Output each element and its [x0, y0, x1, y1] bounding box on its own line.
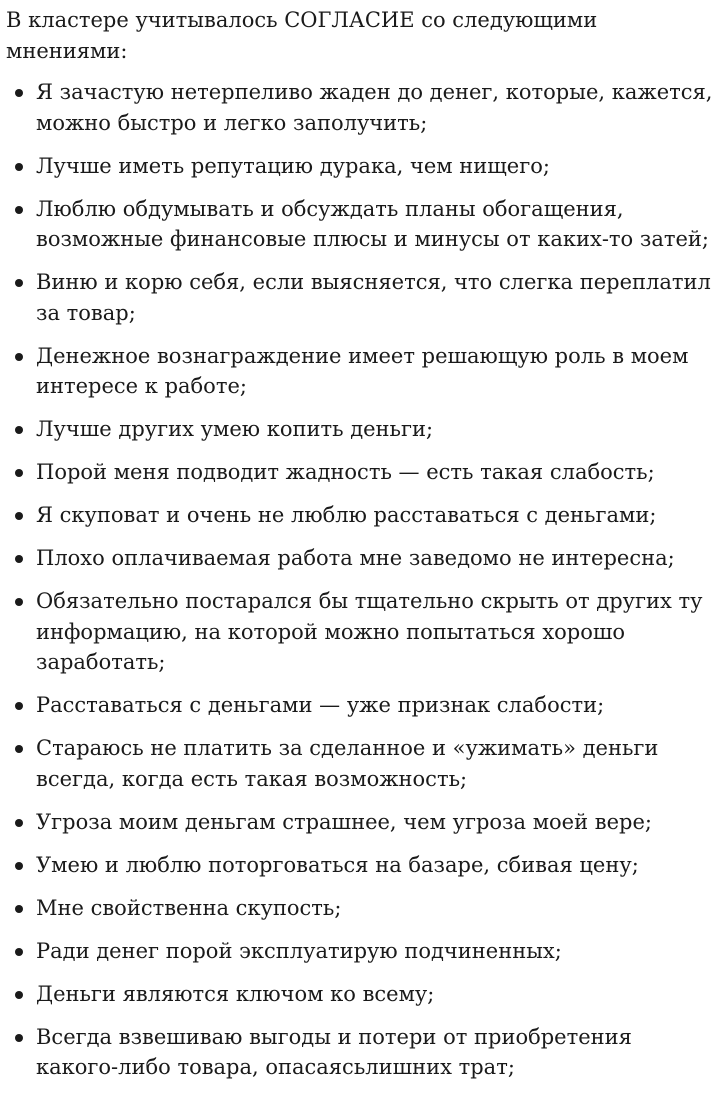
list-item-text: Я зачастую нетерпеливо жаден до денег, которые, кажется, можно быстро и легко заполучить;	[36, 80, 713, 135]
bullet-icon	[15, 555, 23, 563]
list-item	[6, 267, 720, 328]
bullet-icon	[15, 598, 23, 606]
list-item	[6, 500, 720, 531]
list-item-text: Плохо оплачиваемая работа мне заведомо не интересна;	[36, 546, 675, 570]
bullet-icon	[15, 279, 23, 287]
bullet-icon	[15, 745, 23, 753]
list-item	[6, 194, 720, 255]
list-item	[6, 733, 720, 794]
list-item-text: Всегда взвешиваю выгоды и потери от приобретения какого-либо товара, опасаясьлишних трат;	[36, 1024, 632, 1079]
list-item-text: Виню и корю себя, если выясняется, что слегка переплатил за товар;	[36, 270, 711, 325]
bullet-icon	[15, 353, 23, 361]
list-item-text: Обязательно постарался бы тщательно скрыть от других ту информацию, на которой можно попытаться хорошо заработать;	[36, 589, 703, 674]
bullet-icon	[15, 905, 23, 913]
list-item	[6, 893, 720, 924]
list-item	[6, 979, 720, 1010]
bullet-icon	[15, 1034, 23, 1042]
bullet-icon	[15, 991, 23, 999]
list-item-text: Я скуповат и очень не люблю расставаться с деньгами;	[36, 503, 657, 527]
list-item	[6, 414, 720, 445]
bullet-icon	[15, 89, 23, 97]
list-item	[6, 341, 720, 402]
opinion-list	[6, 77, 720, 1083]
list-item	[6, 807, 720, 838]
list-item	[6, 850, 720, 881]
list-item	[6, 1022, 720, 1083]
list-item-text: Ради денег порой эксплуатирую подчиненных;	[36, 938, 562, 963]
bullet-icon	[15, 948, 23, 956]
list-item	[6, 77, 720, 138]
bullet-icon	[15, 819, 23, 827]
bullet-icon	[15, 206, 23, 214]
list-item-text: Денежное вознаграждение имеет решающую роль в моем интересе к работе;	[36, 343, 689, 398]
list-item-text: Лучше других умею копить деньги;	[36, 417, 434, 441]
list-item	[6, 457, 720, 488]
list-item-text: Мне свойственна скупость;	[36, 895, 342, 920]
list-item	[6, 936, 720, 967]
list-item-text: Стараюсь не платить за сделанное и «ужимать» деньги всегда, когда есть такая возможность;	[36, 736, 659, 791]
list-item-text: Умею и люблю поторговаться на базаре, сбивая цену;	[36, 852, 639, 877]
bullet-icon	[15, 163, 23, 171]
list-item-text: Люблю обдумывать и обсуждать планы обогащения, возможные финансовые плюсы и минусы от каких-то затей;	[36, 196, 709, 251]
bullet-icon	[15, 512, 23, 520]
bullet-icon	[15, 862, 23, 870]
list-item-text: Порой меня подводит жадность — есть такая слабость;	[36, 460, 655, 484]
bullet-icon	[15, 426, 23, 434]
list-item-text: Расставаться с деньгами — уже признак слабости;	[36, 693, 605, 717]
bullet-icon	[15, 702, 23, 710]
list-item-text: Деньги являются ключом ко всему;	[36, 981, 435, 1006]
bullet-icon	[15, 469, 23, 477]
list-item-text: Угроза моим деньгам страшнее, чем угроза моей вере;	[36, 809, 652, 834]
list-item	[6, 586, 720, 678]
list-item	[6, 543, 720, 574]
list-item	[6, 690, 720, 721]
list-item-text: Лучше иметь репутацию дурака, чем нищего;	[36, 153, 550, 178]
intro-paragraph: В кластере учитывалось СОГЛАСИЕ со следующими мнениями:	[6, 8, 598, 63]
list-item	[6, 151, 720, 182]
